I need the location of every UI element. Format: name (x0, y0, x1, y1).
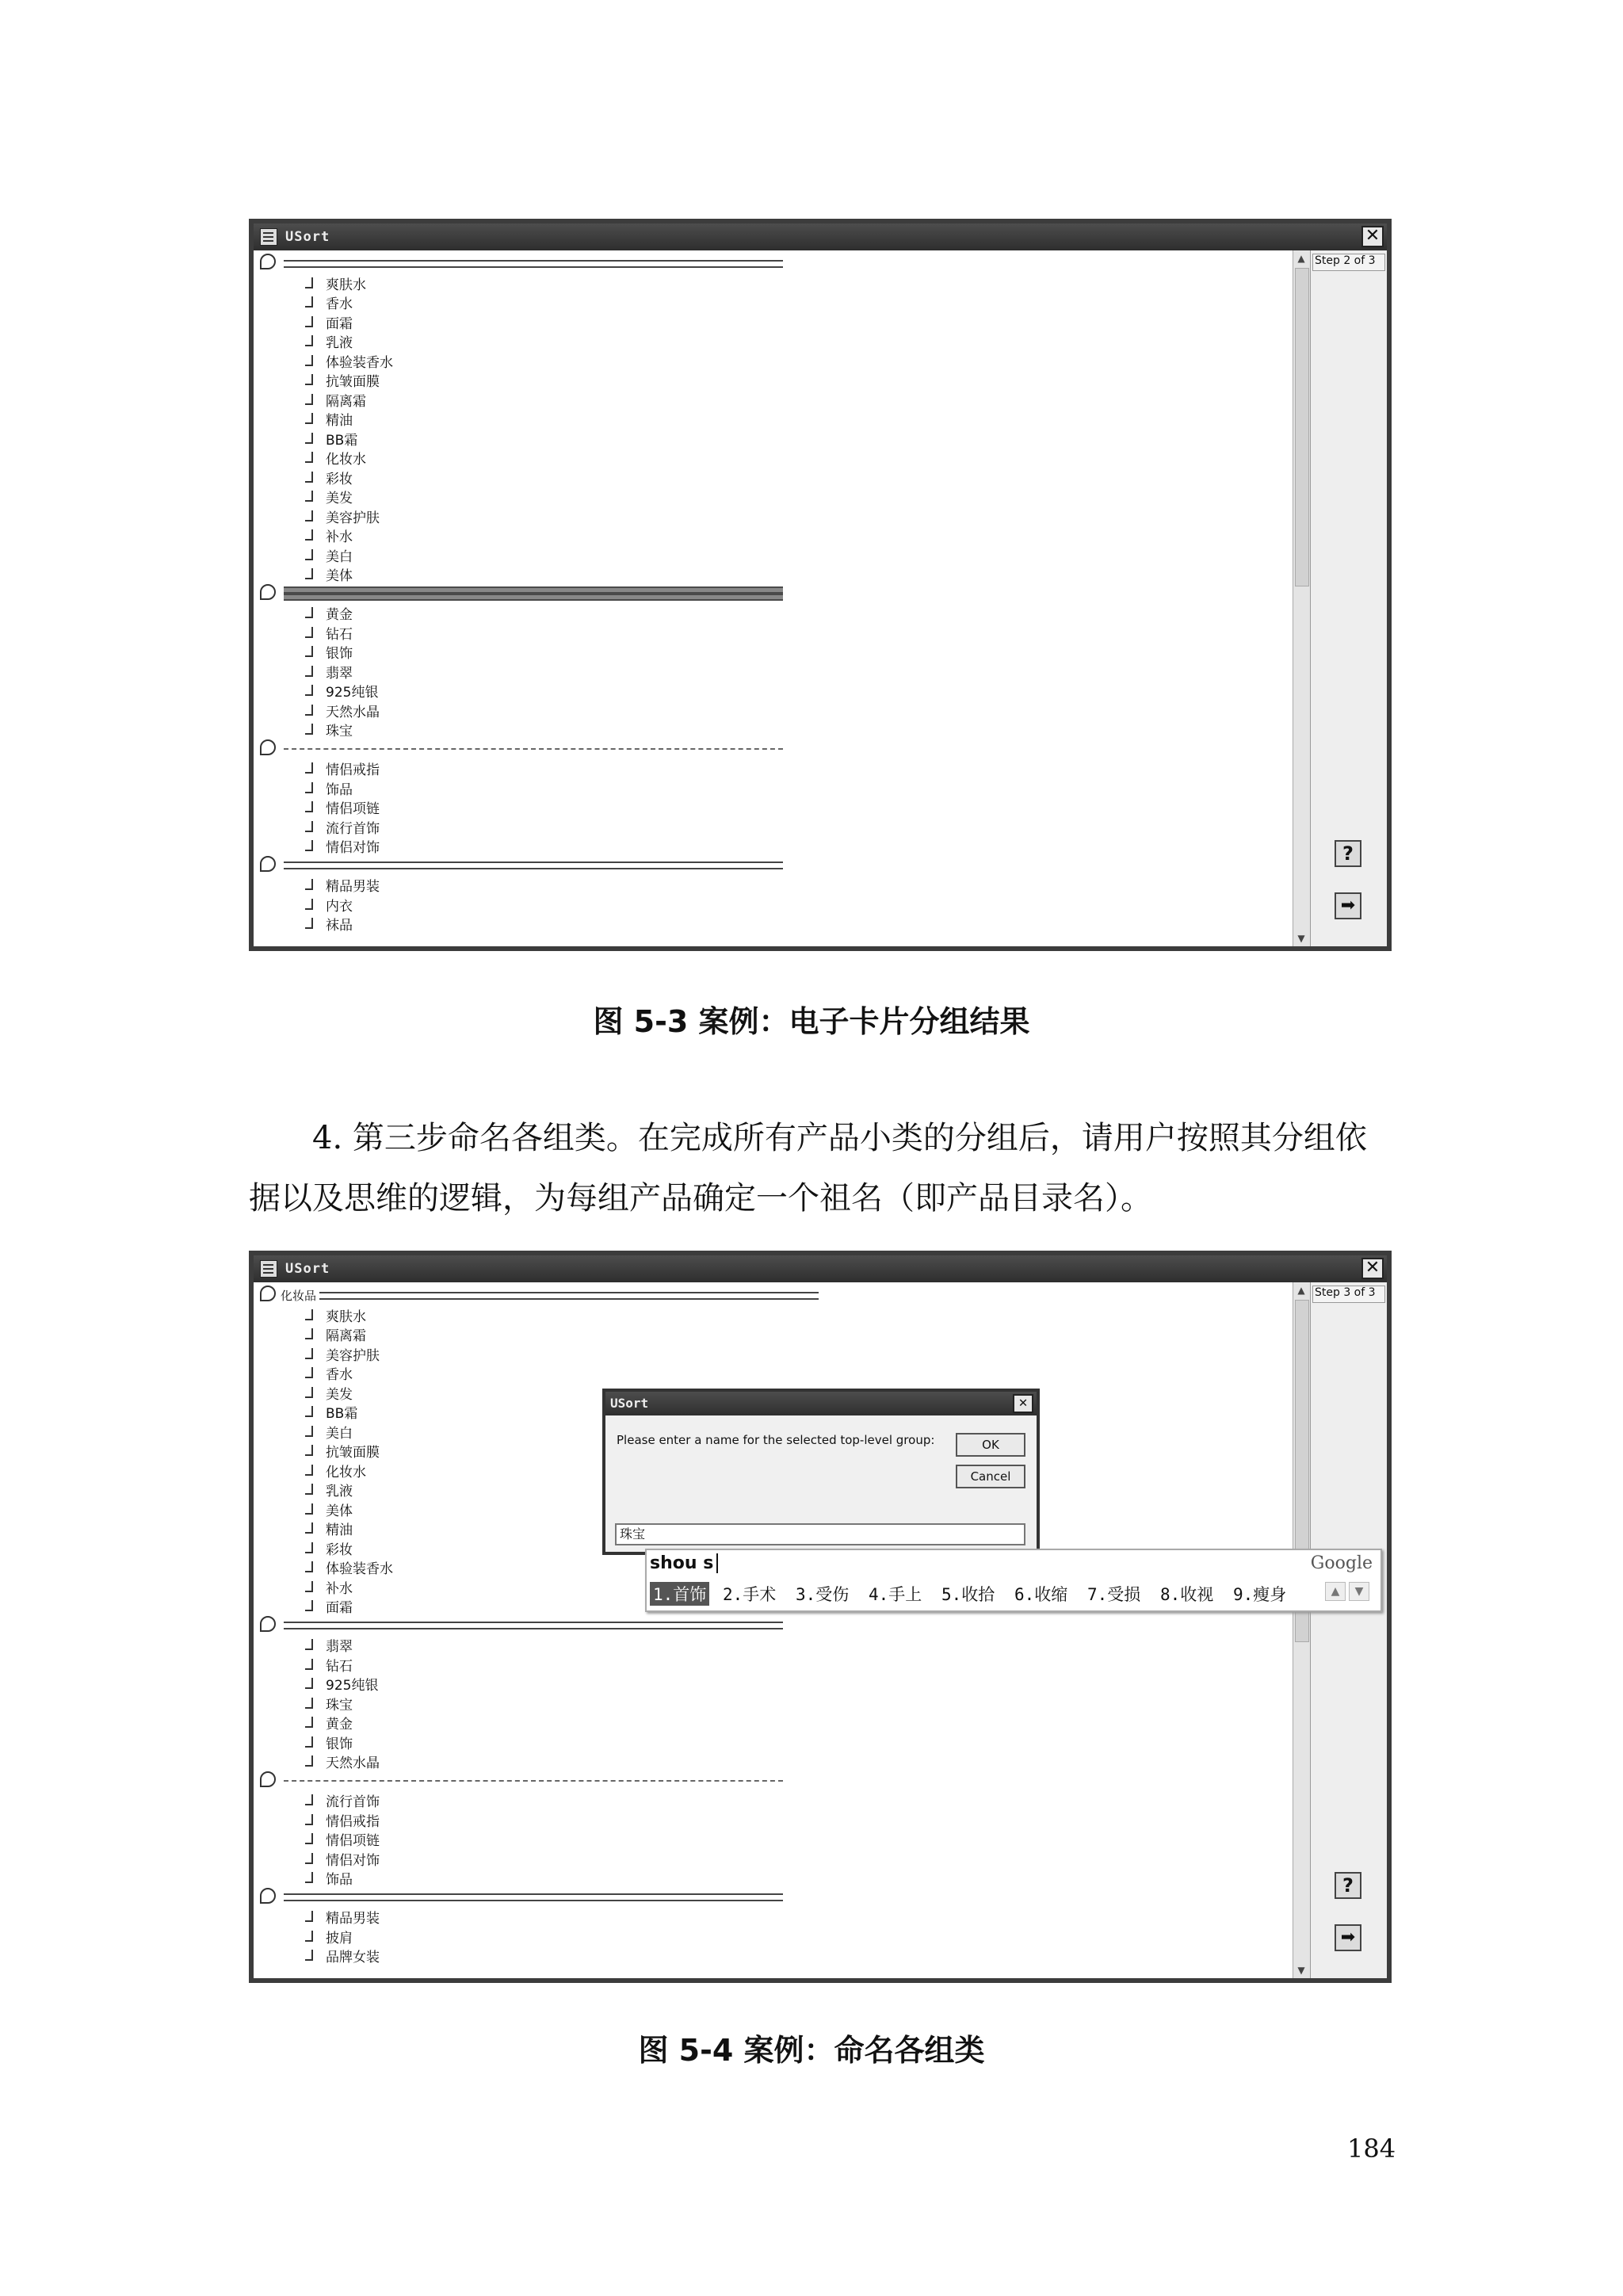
card-leaf-icon (305, 510, 313, 521)
card-label: 爽肤水 (326, 277, 366, 293)
card-leaf-icon (305, 1659, 313, 1670)
card-label: 天然水晶 (326, 704, 380, 720)
card-item[interactable] (305, 564, 353, 583)
card-item[interactable] (305, 1363, 353, 1382)
card-label: 爽肤水 (326, 1308, 366, 1325)
ime-candidate[interactable]: 4.手上 (869, 1585, 922, 1604)
card-label: 精油 (326, 1522, 353, 1538)
card-item[interactable] (305, 797, 380, 816)
card-item[interactable] (305, 409, 353, 428)
close-button[interactable]: ✕ (1361, 226, 1384, 247)
card-item[interactable] (305, 1946, 380, 1965)
card-tree[interactable] (254, 1282, 1287, 1978)
card-leaf-icon (305, 685, 313, 696)
group-header[interactable] (260, 254, 783, 271)
card-leaf-icon (305, 646, 313, 657)
group-folder-icon (260, 1771, 276, 1787)
card-item[interactable] (305, 895, 353, 914)
group-folder-icon (260, 1888, 276, 1904)
card-leaf-icon (305, 762, 313, 774)
card-leaf-icon (305, 1465, 313, 1476)
group-header[interactable] (260, 584, 783, 602)
ime-composition: shou s (650, 1553, 718, 1573)
card-label: 美发 (326, 1386, 353, 1403)
ime-candidate-popup (645, 1549, 1382, 1612)
card-label: 美白 (326, 548, 353, 565)
paragraph-line-2: 据以及思维的逻辑，为每组产品确定一个祖名（即产品目录名）。 (249, 1180, 1152, 1217)
card-item[interactable] (305, 1577, 353, 1596)
group-folder-icon (260, 856, 276, 872)
card-label: 品牌女装 (326, 1950, 380, 1966)
card-item[interactable] (305, 1752, 380, 1771)
card-leaf-icon (305, 1717, 313, 1728)
card-item[interactable] (305, 642, 353, 661)
figure-caption-1: 图 5-3 案例：电子卡片分组结果 (593, 1004, 1030, 1039)
card-item[interactable] (305, 1499, 353, 1519)
card-leaf-icon (305, 1328, 313, 1339)
card-label: 饰品 (326, 1872, 353, 1888)
next-button[interactable] (1335, 892, 1361, 919)
card-leaf-icon (305, 335, 313, 346)
card-leaf-icon (305, 879, 313, 890)
card-item[interactable] (305, 1674, 378, 1693)
paragraph-line-1: 4. 第三步命名各组类。在完成所有产品小类的分组后，请用户按照其分组依 (312, 1120, 1367, 1156)
card-item[interactable] (305, 1461, 366, 1480)
ime-candidate[interactable]: 7.受损 (1087, 1585, 1141, 1604)
card-label: 披肩 (326, 1930, 353, 1946)
card-leaf-icon (305, 1561, 313, 1572)
card-leaf-icon (305, 452, 313, 463)
body-paragraph (249, 1108, 1390, 1228)
card-label: 乳液 (326, 335, 353, 351)
group-header[interactable] (260, 1616, 783, 1633)
app-icon (260, 1260, 277, 1278)
card-leaf-icon (305, 705, 313, 716)
card-label: 面霜 (326, 1600, 353, 1616)
card-leaf-icon (305, 840, 313, 851)
card-label: 情侣戒指 (326, 762, 380, 778)
close-button[interactable]: ✕ (1361, 1258, 1384, 1279)
card-label: BB霜 (326, 432, 358, 449)
group-divider (284, 1893, 783, 1901)
card-leaf-icon (305, 1755, 313, 1767)
card-label: 化妆水 (326, 1464, 366, 1480)
card-leaf-icon (305, 1581, 313, 1592)
card-label: 情侣项链 (326, 1833, 380, 1849)
card-label: 流行首饰 (326, 1794, 380, 1810)
card-item[interactable] (305, 1519, 353, 1538)
card-leaf-icon (305, 374, 313, 385)
card-leaf-icon (305, 1348, 313, 1359)
card-leaf-icon (305, 1736, 313, 1748)
card-label: 翡翠 (326, 665, 353, 682)
card-item[interactable] (305, 836, 380, 855)
card-label: 香水 (326, 1367, 353, 1383)
card-item[interactable] (305, 1810, 380, 1829)
card-item[interactable] (305, 662, 353, 681)
group-folder-icon (260, 584, 276, 600)
name-group-dialog (602, 1389, 1040, 1555)
card-label: 925纯银 (326, 1678, 379, 1694)
scroll-down-icon[interactable]: ▼ (1297, 933, 1305, 944)
card-label: 美容护肤 (326, 510, 380, 526)
window-titlebar (254, 223, 1387, 250)
ime-candidate[interactable]: 8.收视 (1160, 1585, 1214, 1604)
card-item[interactable] (305, 525, 353, 544)
vertical-scrollbar[interactable] (1293, 1282, 1311, 1978)
next-button[interactable] (1335, 1924, 1361, 1951)
card-label: 黄金 (326, 1717, 353, 1733)
group-header[interactable] (260, 1286, 819, 1303)
ime-candidate[interactable]: 9.瘦身 (1233, 1585, 1287, 1604)
card-label: 钻石 (326, 1658, 353, 1675)
group-header[interactable] (260, 1888, 783, 1905)
card-label: 袜品 (326, 918, 353, 934)
card-label: 天然水晶 (326, 1755, 380, 1771)
card-label: 补水 (326, 1580, 353, 1597)
card-label: 抗皱面膜 (326, 374, 380, 390)
group-name: 化妆品 (281, 1289, 317, 1303)
usort-window-step2 (249, 219, 1392, 951)
card-item[interactable] (305, 1557, 393, 1576)
help-button[interactable]: ? (1335, 1872, 1361, 1899)
card-leaf-icon (305, 627, 313, 638)
card-item[interactable] (305, 506, 380, 525)
card-item[interactable] (305, 351, 393, 370)
card-leaf-icon (305, 316, 313, 327)
card-label: 精品男装 (326, 879, 380, 895)
card-leaf-icon (305, 1814, 313, 1825)
card-leaf-icon (305, 1794, 313, 1805)
card-leaf-icon (305, 549, 313, 560)
ime-candidate[interactable]: 3.受伤 (796, 1585, 850, 1604)
card-label: 美容护肤 (326, 1347, 380, 1364)
card-item[interactable] (305, 1402, 357, 1421)
card-label: 情侣对饰 (326, 1852, 380, 1869)
usort-window-step3 (249, 1251, 1392, 1983)
card-item[interactable] (305, 1422, 353, 1441)
card-item[interactable] (305, 681, 378, 700)
card-leaf-icon (305, 413, 313, 424)
card-leaf-icon (305, 296, 313, 308)
card-label: 情侣对饰 (326, 840, 380, 856)
card-tree[interactable] (254, 250, 1284, 946)
card-item[interactable] (305, 1596, 353, 1615)
card-item[interactable] (305, 545, 353, 564)
app-icon (260, 228, 277, 246)
ime-next-page-icon[interactable]: ▼ (1349, 1582, 1369, 1601)
card-label: 美发 (326, 491, 353, 506)
step-indicator: Step 2 of 3 (1312, 254, 1385, 271)
ime-candidate[interactable]: 5.收拾 (941, 1585, 995, 1604)
window-titlebar (254, 1255, 1387, 1282)
dialog-close-button[interactable]: ✕ (1013, 1394, 1033, 1413)
card-label: 隔离霜 (326, 1328, 366, 1344)
card-item[interactable] (305, 1927, 353, 1946)
group-divider (284, 260, 783, 268)
card-item[interactable] (305, 1305, 366, 1324)
card-leaf-icon (305, 821, 313, 832)
card-item[interactable] (305, 720, 353, 739)
card-leaf-icon (305, 1853, 313, 1864)
dialog-titlebar (605, 1392, 1037, 1415)
group-header[interactable] (260, 856, 783, 873)
card-item[interactable] (305, 1538, 353, 1557)
card-label: 面霜 (326, 315, 353, 332)
group-folder-icon (260, 1616, 276, 1632)
card-leaf-icon (305, 724, 313, 735)
card-item[interactable] (305, 778, 353, 797)
card-leaf-icon (305, 801, 313, 812)
card-item[interactable] (305, 817, 380, 836)
card-leaf-icon (305, 491, 313, 502)
card-label: 体验装香水 (326, 354, 393, 371)
card-item[interactable] (305, 448, 366, 467)
card-leaf-icon (305, 1911, 313, 1922)
card-item[interactable] (305, 331, 353, 350)
right-arrow-icon: ➡ (1340, 896, 1356, 915)
card-leaf-icon (305, 1503, 313, 1515)
card-item[interactable] (305, 1344, 380, 1363)
card-label: 抗皱面膜 (326, 1445, 380, 1461)
card-item[interactable] (305, 468, 353, 487)
cancel-button[interactable]: Cancel (956, 1465, 1025, 1488)
card-label: 内衣 (326, 898, 353, 915)
card-leaf-icon (305, 1833, 313, 1844)
card-item[interactable] (305, 1655, 353, 1674)
ime-candidate[interactable]: 2.手术 (723, 1585, 777, 1604)
card-label: 饰品 (326, 781, 353, 798)
card-label: 美白 (326, 1425, 353, 1442)
card-item[interactable] (305, 273, 366, 292)
card-leaf-icon (305, 1542, 313, 1553)
card-item[interactable] (305, 1635, 353, 1654)
side-panel (1310, 250, 1387, 946)
scroll-down-icon[interactable]: ▼ (1297, 1965, 1305, 1976)
card-label: 情侣戒指 (326, 1813, 380, 1830)
card-item[interactable] (305, 370, 380, 389)
card-label: 体验装香水 (326, 1561, 393, 1577)
card-leaf-icon (305, 1639, 313, 1650)
scroll-up-icon[interactable]: ▲ (1297, 1285, 1305, 1296)
card-leaf-icon (305, 1931, 313, 1942)
card-label: 银饰 (326, 1736, 353, 1752)
side-panel (1310, 1282, 1387, 1978)
card-leaf-icon (305, 782, 313, 793)
dialog-prompt: Please enter a name for the selected top-level group: (617, 1433, 935, 1447)
card-label: 乳液 (326, 1484, 353, 1499)
card-leaf-icon (305, 1387, 313, 1398)
card-item[interactable] (305, 390, 366, 409)
card-item[interactable] (305, 1849, 380, 1868)
group-divider (284, 586, 783, 601)
card-label: 流行首饰 (326, 820, 380, 837)
card-label: 彩妆 (326, 471, 353, 487)
card-label: 香水 (326, 296, 353, 312)
ime-candidate[interactable]: 6.收缩 (1014, 1585, 1068, 1604)
card-leaf-icon (305, 472, 313, 483)
card-leaf-icon (305, 433, 313, 444)
card-leaf-icon (305, 1367, 313, 1378)
group-folder-icon (260, 254, 276, 269)
card-label: BB霜 (326, 1406, 358, 1422)
card-leaf-icon (305, 394, 313, 405)
card-leaf-icon (305, 1872, 313, 1883)
card-label: 美体 (326, 1503, 353, 1519)
help-button[interactable]: ? (1335, 840, 1361, 867)
card-item[interactable] (305, 1383, 353, 1402)
card-item[interactable] (305, 1790, 380, 1809)
card-item[interactable] (305, 1829, 380, 1848)
ime-prev-page-icon[interactable]: ▲ (1325, 1582, 1346, 1601)
card-leaf-icon (305, 1522, 313, 1534)
card-label: 化妆水 (326, 452, 366, 468)
card-label: 精油 (326, 413, 353, 429)
group-divider (319, 1292, 819, 1300)
card-leaf-icon (305, 1406, 313, 1417)
card-label: 925纯银 (326, 685, 379, 701)
card-item[interactable] (305, 1441, 380, 1460)
group-header[interactable] (260, 739, 783, 757)
card-leaf-icon (305, 568, 313, 579)
card-item[interactable] (305, 701, 380, 720)
card-label: 精品男装 (326, 1911, 380, 1927)
card-leaf-icon (305, 1445, 313, 1456)
card-item[interactable] (305, 429, 357, 448)
group-divider (284, 861, 783, 869)
card-leaf-icon (305, 1309, 313, 1320)
group-name-input[interactable]: 珠宝 (615, 1523, 1025, 1545)
card-item[interactable] (305, 758, 380, 777)
card-leaf-icon (305, 607, 313, 618)
card-leaf-icon (305, 899, 313, 910)
card-leaf-icon (305, 355, 313, 366)
card-label: 隔离霜 (326, 393, 366, 410)
card-label: 彩妆 (326, 1541, 353, 1558)
card-item[interactable] (305, 875, 380, 894)
window-title: USort (285, 229, 330, 245)
card-label: 钻石 (326, 626, 353, 643)
card-leaf-icon (305, 1600, 313, 1611)
card-item[interactable] (305, 1694, 353, 1713)
group-divider-dashed (284, 748, 783, 750)
card-label: 补水 (326, 529, 353, 545)
card-leaf-icon (305, 277, 313, 288)
google-logo: Google (1310, 1553, 1373, 1573)
card-leaf-icon (305, 1484, 313, 1495)
group-divider-dashed (284, 1780, 783, 1782)
card-label: 翡翠 (326, 1639, 353, 1655)
card-item[interactable] (305, 1868, 353, 1887)
card-label: 黄金 (326, 607, 353, 623)
figure-caption-2: 图 5-4 案例：命名各组类 (638, 2033, 985, 2068)
scroll-up-icon[interactable]: ▲ (1297, 253, 1305, 264)
card-leaf-icon (305, 1426, 313, 1437)
card-item[interactable] (305, 1480, 353, 1499)
card-item[interactable] (305, 914, 353, 933)
card-item[interactable] (305, 312, 353, 331)
card-leaf-icon (305, 529, 313, 541)
right-arrow-icon: ➡ (1340, 1927, 1356, 1947)
card-leaf-icon (305, 1698, 313, 1709)
ime-candidate[interactable]: 1.首饰 (650, 1582, 709, 1606)
group-folder-icon (260, 739, 276, 755)
group-divider (284, 1622, 783, 1629)
group-header[interactable] (260, 1771, 783, 1789)
card-label: 情侣项链 (326, 801, 380, 817)
card-item[interactable] (305, 623, 353, 642)
window-title: USort (285, 1261, 330, 1277)
ok-button[interactable]: OK (956, 1433, 1025, 1457)
card-leaf-icon (305, 666, 313, 677)
card-item[interactable] (305, 1324, 366, 1343)
page-number: 184 (1347, 2134, 1396, 2164)
card-label: 银饰 (326, 646, 353, 662)
card-leaf-icon (305, 1678, 313, 1689)
dialog-title: USort (610, 1396, 649, 1411)
vertical-scrollbar[interactable] (1293, 250, 1311, 946)
card-item[interactable] (305, 292, 353, 311)
card-label: 美体 (326, 568, 353, 584)
group-folder-icon (260, 1286, 276, 1301)
card-item[interactable] (305, 1713, 353, 1732)
card-label: 珠宝 (326, 724, 353, 739)
card-item[interactable] (305, 603, 353, 622)
card-item[interactable] (305, 487, 353, 506)
card-item[interactable] (305, 1907, 380, 1926)
card-leaf-icon (305, 918, 313, 929)
scroll-thumb[interactable] (1295, 268, 1309, 586)
card-leaf-icon (305, 1950, 313, 1961)
card-item[interactable] (305, 1733, 353, 1752)
step-indicator: Step 3 of 3 (1312, 1286, 1385, 1303)
card-label: 珠宝 (326, 1697, 353, 1713)
